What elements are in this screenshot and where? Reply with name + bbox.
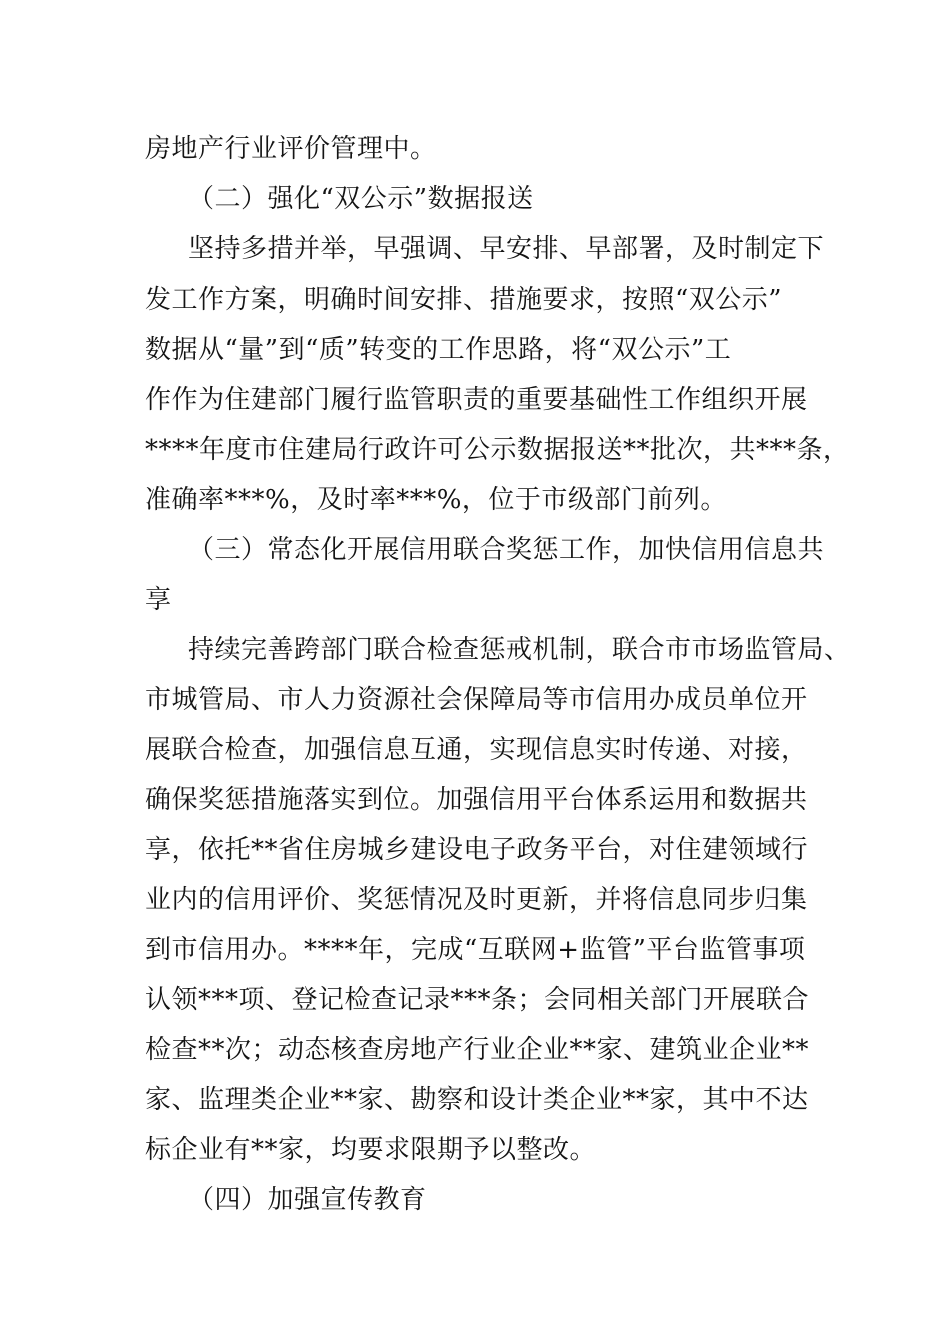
paragraph-line: 发工作方案，明确时间安排、措施要求，按照“双公示” bbox=[145, 285, 783, 315]
paragraph-line: 享，依托**省住房城乡建设电子政务平台，对住建领域行 bbox=[145, 835, 809, 865]
paragraph-line: 持续完善跨部门联合检查惩戒机制，联合市市场监管局、 bbox=[188, 635, 851, 665]
paragraph-line: 业内的信用评价、奖惩情况及时更新，并将信息同步归集 bbox=[145, 885, 808, 915]
paragraph-line: 到市信用办。****年，完成“互联网+监管”平台监管事项 bbox=[145, 935, 806, 965]
paragraph-line: 准确率***%，及时率***%，位于市级部门前列。 bbox=[145, 485, 727, 515]
section-heading-4: （四）加强宣传教育 bbox=[188, 1185, 427, 1215]
section-heading-3: （三）常态化开展信用联合奖惩工作，加快信用信息共 bbox=[188, 535, 825, 565]
paragraph-line: 检查**次；动态核查房地产行业企业**家、建筑业企业** bbox=[145, 1035, 810, 1065]
section-heading-3-continued: 享 bbox=[145, 585, 172, 615]
section-heading-2: （二）强化“双公示”数据报送 bbox=[188, 184, 534, 214]
paragraph-line: 家、监理类企业**家、勘察和设计类企业**家，其中不达 bbox=[145, 1085, 809, 1115]
paragraph-line: 认领***项、登记检查记录***条；会同相关部门开展联合 bbox=[145, 985, 810, 1015]
paragraph-line: 市城管局、市人力资源社会保障局等市信用办成员单位开 bbox=[145, 685, 808, 715]
paragraph-line: 展联合检查，加强信息互通，实现信息实时传递、对接， bbox=[145, 735, 808, 765]
paragraph-line: 确保奖惩措施落实到位。加强信用平台体系运用和数据共 bbox=[145, 785, 808, 815]
paragraph-line: 标企业有**家，均要求限期予以整改。 bbox=[145, 1135, 597, 1165]
paragraph-line: ****年度市住建局行政许可公示数据报送**批次，共***条， bbox=[145, 435, 850, 465]
paragraph-line: 数据从“量”到“质”转变的工作思路，将“双公示”工 bbox=[145, 335, 732, 365]
paragraph-line: 坚持多措并举，早强调、早安排、早部署，及时制定下 bbox=[188, 234, 825, 264]
paragraph-line: 作作为住建部门履行监管职责的重要基础性工作组织开展 bbox=[145, 385, 808, 415]
paragraph-line: 房地产行业评价管理中。 bbox=[145, 134, 437, 164]
